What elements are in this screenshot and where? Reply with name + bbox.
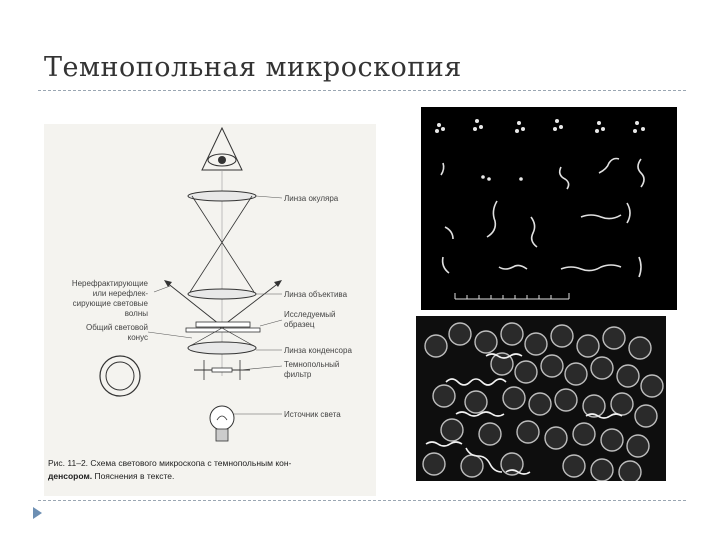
figure-caption-line2 (48, 471, 174, 481)
darkfield-bacteria-micrograph (421, 107, 677, 310)
label-nonrefr-1: Нерефрактирующие (71, 279, 148, 288)
figure-caption-bold: денсором. (48, 471, 93, 481)
condenser-lens (188, 342, 256, 354)
label-cone-2: конус (127, 333, 148, 342)
slide-nav-arrow-icon (33, 507, 42, 519)
darkfield-microscope-diagram (44, 124, 376, 496)
label-nonrefr-2: или нерефлек- (92, 289, 148, 298)
label-condenser: Линза конденсора (284, 346, 352, 355)
light-bulb-icon (210, 406, 234, 441)
specimen-slide (196, 322, 250, 327)
eye-icon (202, 128, 242, 170)
objective-lens (188, 289, 256, 299)
label-filter-2: фильтр (284, 370, 312, 379)
label-specimen-1: Исследуемый (284, 310, 336, 319)
label-objective: Линза объектива (284, 290, 348, 299)
label-eyepiece: Линза окуляра (284, 194, 339, 203)
darkfield-filter (212, 368, 232, 372)
label-light-source: Источник света (284, 410, 341, 419)
label-cone-1: Общий световой (86, 323, 148, 332)
figure-caption-rest: Пояснения в тексте. (92, 471, 175, 481)
annular-stop-icon (100, 356, 140, 396)
bacteria-forms-image (421, 107, 677, 310)
label-nonrefr-4: волны (124, 309, 148, 318)
slide-title: Темнопольная микроскопия (44, 52, 462, 83)
scale-bar (455, 293, 569, 299)
title-divider (38, 90, 686, 91)
figure-caption-line1: Рис. 11–2. Схема светового микроскопа с темнопольным кон- (48, 458, 292, 468)
spirochetes-blood-cells-image (416, 316, 666, 481)
darkfield-spirochetes-micrograph (416, 316, 666, 481)
label-nonrefr-3: сирующие световые (72, 299, 148, 308)
eyepiece-lens (188, 191, 256, 201)
label-filter-1: Темнопольный (284, 360, 340, 369)
microscope-schematic (44, 124, 376, 496)
footer-divider (38, 500, 686, 501)
label-specimen-2: образец (284, 320, 315, 329)
